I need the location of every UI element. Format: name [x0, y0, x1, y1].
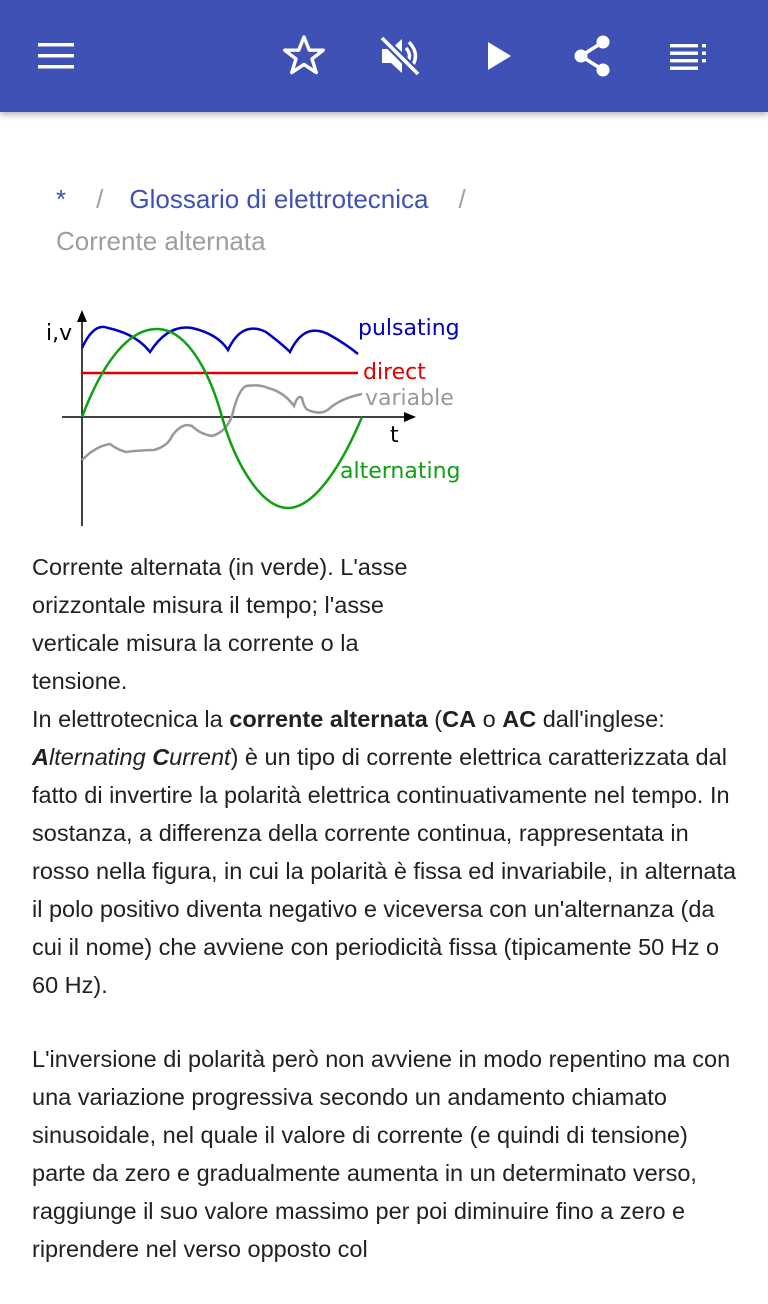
text-run: In elettrotecnica la: [32, 706, 230, 732]
text-run: o: [476, 706, 503, 732]
x-axis-arrow: [404, 412, 416, 422]
y-axis-label: i,v: [46, 321, 73, 346]
text-run: (: [427, 706, 443, 732]
italic-term: [32, 744, 231, 770]
bold-letter: A: [32, 744, 49, 770]
bold-term: corrente alternata: [229, 706, 428, 732]
app-bar: [0, 0, 768, 112]
bold-term: AC: [502, 706, 537, 732]
variable-line: [82, 385, 362, 460]
article-paragraph: L'inversione di polarità però non avviene in modo repentino ma con una variazione progressiva secondo un andamento chiamato sinusoidale, nel quale il valore di corrente (e quindi di tensione) parte da zero e gradualmente aumenta in un determinato verso, raggiunge il suo valore massimo per poi diminuire fino a zero e riprendere nel verso opposto col: [32, 1046, 731, 1262]
article-paragraph: [32, 700, 744, 1004]
article-body: [32, 700, 744, 1304]
breadcrumb-separator: /: [96, 184, 104, 214]
alternating-label: alternating: [340, 459, 461, 484]
playlist-icon[interactable]: [664, 32, 712, 80]
alternating-line: [82, 329, 362, 508]
breadcrumb-separator: /: [458, 184, 466, 214]
text-run: lternating: [48, 744, 153, 770]
breadcrumb-current: Corrente alternata: [56, 226, 266, 256]
text-run: urrent: [169, 744, 231, 770]
x-axis-label: t: [390, 423, 399, 448]
text-run: ) è un tipo di corrente elettrica caratterizzata dal fatto di invertire la polarità elettrica continuativamente nel tempo. In sostanza, a differenza della corrente continua, rappresentata in rosso nella figura, in cui la polarità è fissa ed invariabile, in alternata il polo positivo diventa negativo e viceversa con un'alternanza (da cui il nome) che avviene con periodicità fissa (tipicamente 50 Hz o 60 Hz).: [32, 744, 737, 998]
text-run: dall'inglese:: [536, 706, 665, 732]
breadcrumb: [56, 178, 736, 262]
current-types-figure: [32, 300, 472, 532]
pulsating-line: [82, 327, 358, 354]
direct-label: direct: [363, 360, 426, 385]
breadcrumb-parent[interactable]: Glossario di elettrotecnica: [129, 184, 429, 214]
variable-label: variable: [365, 386, 454, 411]
star-outline-icon[interactable]: [280, 32, 328, 80]
hamburger-menu-icon[interactable]: [32, 32, 80, 80]
figure-caption: Corrente alternata (in verde). L'asse orizzontale misura il tempo; l'asse verticale misura la corrente o la tensione.: [32, 554, 408, 694]
play-icon[interactable]: [474, 32, 522, 80]
pulsating-label: pulsating: [358, 316, 460, 341]
bold-term: CA: [442, 706, 477, 732]
share-icon[interactable]: [568, 32, 616, 80]
volume-off-icon[interactable]: [376, 32, 424, 80]
breadcrumb-home[interactable]: *: [56, 184, 67, 214]
bold-letter: C: [152, 744, 170, 770]
y-axis-arrow: [77, 310, 87, 322]
